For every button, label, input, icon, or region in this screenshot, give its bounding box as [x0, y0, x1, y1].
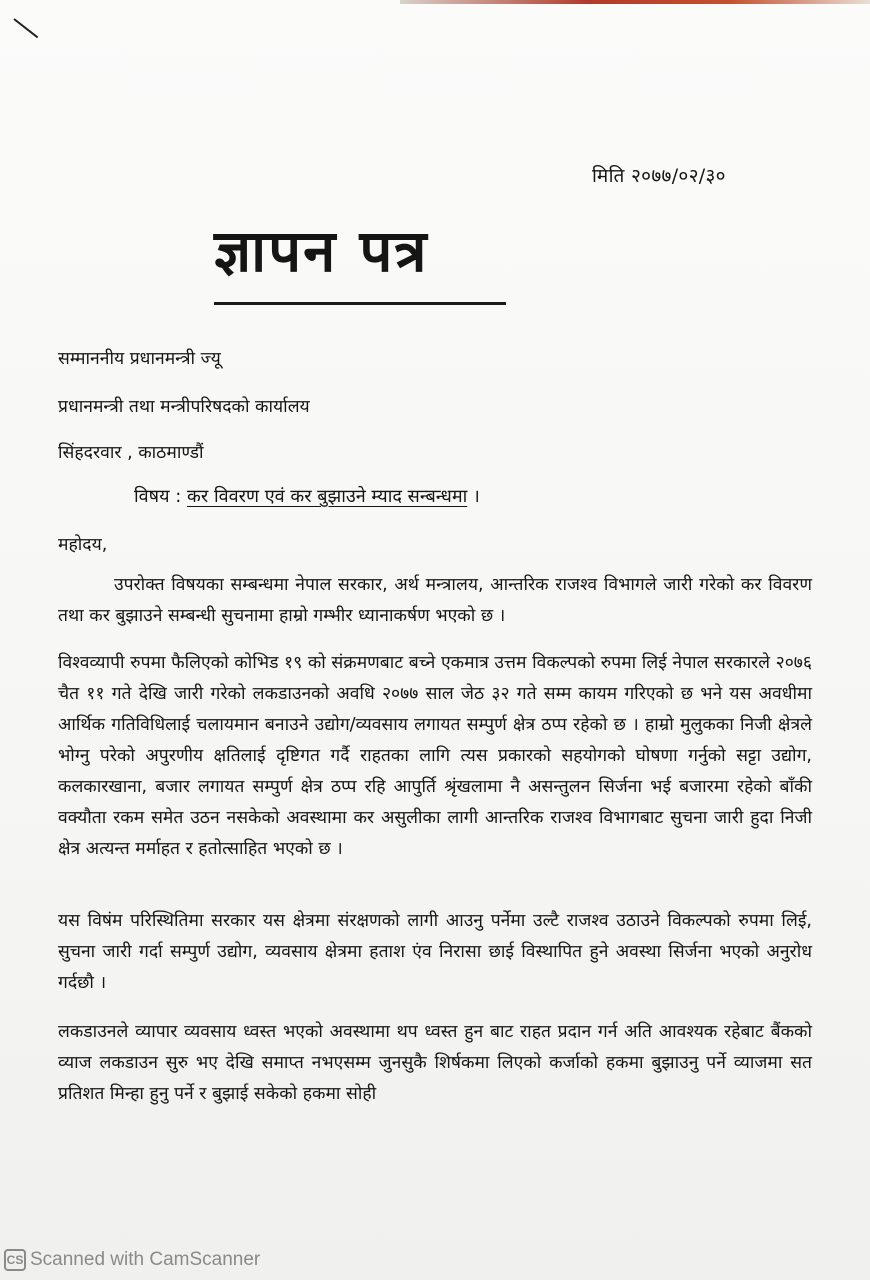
- subject-end: ।: [467, 486, 480, 507]
- heading-underline: [214, 302, 506, 305]
- subject-text: कर विवरण एवं कर बुझाउने म्याद सन्बन्धमा: [187, 486, 468, 507]
- letter-date: मिति २०७७/०२/३०: [592, 165, 726, 187]
- letter-heading: ज्ञापन पत्र: [214, 217, 429, 285]
- watermark-text: Scanned with CamScanner: [30, 1249, 261, 1270]
- pen-mark: [13, 18, 38, 38]
- recipient-line-2: प्रधानमन्त्री तथा मन्त्रीपरिषदको कार्यालय: [58, 397, 310, 417]
- paragraph-1: उपरोक्त विषयका सम्बन्धमा नेपाल सरकार, अर्थ मन्त्रालय, आन्तरिक राजश्व विभागले जारी गरेको कर विवरण तथा कर बुझाउने सम्बन्धी सुचनामा हाम्रो गम्भीर ध्यानाकर्षण भएको छ ।: [58, 575, 812, 626]
- recipient-line-1: सम्माननीय प्रधानमन्त्री ज्यू: [58, 349, 221, 369]
- scan-edge-strip: [400, 0, 870, 4]
- subject-line: [134, 484, 480, 508]
- paragraph-3: यस विषंम परिस्थितिमा सरकार यस क्षेत्रमा संरक्षणको लागी आउनु पर्नेमा उल्टै राजश्व उठाउने विकल्पको रुपमा लिई, सुचना जारी गर्दा सम्पुर्ण उद्योग, व्यवसाय क्षेत्रमा हताश एंव निरासा छाई विस्थापित हुने अवस्था सिर्जना भएको अनुरोध गर्दछौ ।: [58, 911, 812, 993]
- camscanner-logo-icon: CS: [4, 1249, 26, 1271]
- subject-label: विषय :: [134, 486, 188, 507]
- paragraph-2: विश्वव्यापी रुपमा फैलिएको कोभिड १९ को संक्रमणबाट बच्ने एकमात्र उत्तम विकल्पको रुपमा लिई नेपाल सरकारले २०७६ चैत ११ गते देखि जारी गरेको लकडाउनको अवधि २०७७ साल जेठ ३२ गते सम्म कायम गरिएको छ भने यस अवधीमा आर्थिक गतिविधिलाई चलायमान बनाउने उद्योग/व्यवसाय लगायत सम्पुर्ण क्षेत्र ठप्प रहेको छ । हाम्रो मुलुकका निजी क्षेत्रले भोग्नु परेको अपुरणीय क्षतिलाई दृष्टिगत गर्दै राहतका लागि त्यस प्रकारको सहयोगको घोषणा गर्नुको सट्टा उद्योग, कलकारखाना, बजार लगायत सम्पुर्ण क्षेत्र ठप्प रहि आपुर्ति श्रृंखलामा नै असन्तुलन सिर्जना भई बजारमा रहेको बाँकी वक्यौता रकम समेत उठन नसकेको अवस्थामा कर असुलीका लागी आन्तरिक राजश्व विभागबाट सुचना जारी हुदा निजी क्षेत्र अत्यन्त मर्माहत र हतोत्साहित भएको छ ।: [58, 653, 812, 859]
- salutation: महोदय,: [58, 535, 108, 555]
- scanner-watermark: [4, 1249, 260, 1271]
- paragraph-4: लकडाउनले व्यापार व्यवसाय ध्वस्त भएको अवस्थामा थप ध्वस्त हुन बाट राहत प्रदान गर्न अति आवश्यक रहेबाट बैंकको व्याज लकडाउन सुरु भए देखि समाप्त नभएसम्म जुनसुकै शिर्षकमा लिएको कर्जाको हकमा बुझाउनु पर्ने व्याजमा सत प्रतिशत मिन्हा हुनु पर्ने र बुझाई सकेको हकमा सोही: [58, 1022, 812, 1104]
- recipient-line-3: सिंहदरवार , काठमाण्डौं: [58, 443, 204, 463]
